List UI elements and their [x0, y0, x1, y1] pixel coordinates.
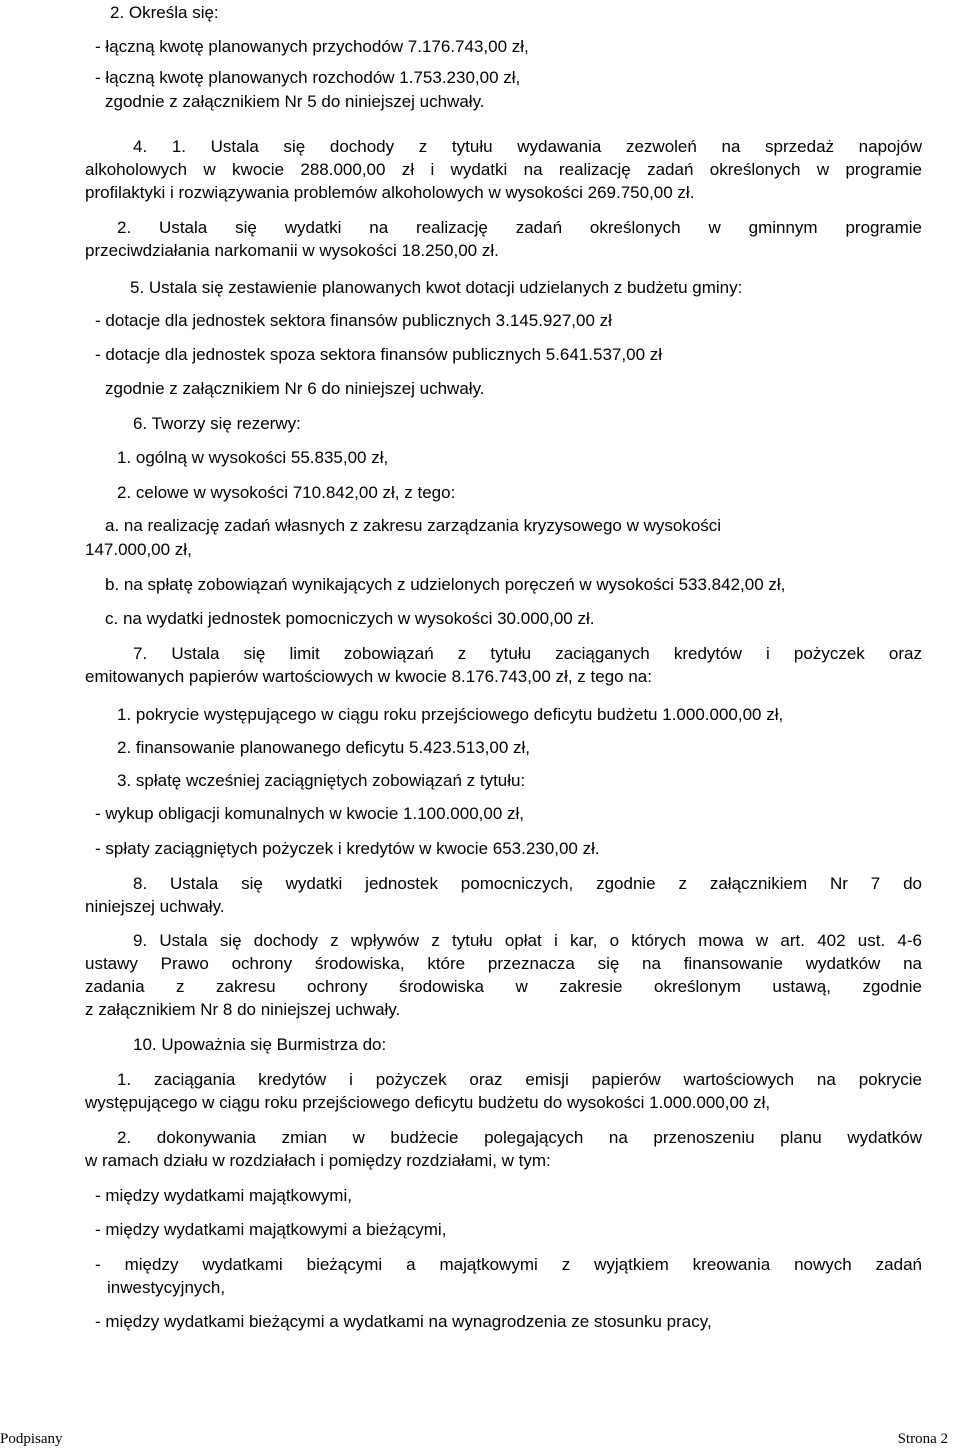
text-line: 3. spłatę wcześniej zaciągniętych zobowiązań z tytułu: — [117, 771, 526, 790]
footer-signed-label: Podpisany — [0, 1431, 63, 1447]
text-line: alkoholowych w kwocie 288.000,00 zł i wydatki na realizację zadań określonych w programie — [85, 160, 922, 179]
text-line: - dotacje dla jednostek sektora finansów publicznych 3.145.927,00 zł — [95, 311, 612, 330]
text-line: 2. Określa się: — [110, 3, 219, 22]
text-line: - dotacje dla jednostek spoza sektora finansów publicznych 5.641.537,00 zł — [95, 345, 663, 364]
text-line: z załącznikiem Nr 8 do niniejszej uchwały. — [85, 1000, 401, 1019]
text-line: ustawy Prawo ochrony środowiska, które przeznacza się na finansowanie wydatków na — [85, 954, 922, 973]
text-line: - łączną kwotę planowanych rozchodów 1.753.230,00 zł, — [95, 68, 521, 87]
text-line: - spłaty zaciągniętych pożyczek i kredytów w kwocie 653.230,00 zł. — [95, 839, 600, 858]
text-line: zadania z zakresu ochrony środowiska w zakresie określonym ustawą, zgodnie — [85, 977, 922, 996]
text-line: 2. celowe w wysokości 710.842,00 zł, z tego: — [117, 483, 456, 502]
text-line: a. na realizację zadań własnych z zakresu zarządzania kryzysowego w wysokości — [105, 516, 722, 535]
text-line: zgodnie z załącznikiem Nr 5 do niniejszej uchwały. — [105, 92, 485, 111]
text-line: 9. Ustala się dochody z wpływów z tytułu opłat i kar, o których mowa w art. 402 ust. 4-6 — [133, 931, 922, 950]
text-line: występującego w ciągu roku przejściowego deficytu budżetu do wysokości 1.000.000,00 zł, — [85, 1093, 771, 1112]
text-line: emitowanych papierów wartościowych w kwocie 8.176.743,00 zł, z tego na: — [85, 667, 652, 686]
text-line: 4. 1. Ustala się dochody z tytułu wydawania zezwoleń na sprzedaż napojów — [133, 137, 922, 156]
text-line: - między wydatkami majątkowymi, — [95, 1186, 352, 1205]
text-line: 7. Ustala się limit zobowiązań z tytułu zaciąganych kredytów i pożyczek oraz — [133, 644, 922, 663]
text-line: 2. finansowanie planowanego deficytu 5.423.513,00 zł, — [117, 738, 531, 757]
footer-page-number: Strona 2 — [897, 1431, 948, 1447]
text-line: 6. Tworzy się rezerwy: — [133, 414, 301, 433]
text-line: 5. Ustala się zestawienie planowanych kwot dotacji udzielanych z budżetu gminy: — [130, 278, 743, 297]
text-line: 1. zaciągania kredytów i pożyczek oraz emisji papierów wartościowych na pokrycie — [117, 1070, 922, 1089]
text-line: 2. dokonywania zmian w budżecie polegających na przenoszeniu planu wydatków — [117, 1128, 922, 1147]
text-line: - między wydatkami majątkowymi a bieżącymi, — [95, 1220, 447, 1239]
text-line: - wykup obligacji komunalnych w kwocie 1.100.000,00 zł, — [95, 804, 525, 823]
text-line: profilaktyki i rozwiązywania problemów alkoholowych w wysokości 269.750,00 zł. — [85, 183, 695, 202]
text-line: zgodnie z załącznikiem Nr 6 do niniejszej uchwały. — [105, 379, 485, 398]
text-line: 147.000,00 zł, — [85, 540, 192, 559]
text-line: 10. Upoważnia się Burmistrza do: — [133, 1035, 387, 1054]
text-line: w ramach działu w rozdziałach i pomiędzy rozdziałami, w tym: — [85, 1151, 551, 1170]
text-line: b. na spłatę zobowiązań wynikających z udzielonych poręczeń w wysokości 533.842,00 zł, — [105, 575, 786, 594]
text-line: 2. Ustala się wydatki na realizację zadań określonych w gminnym programie — [117, 218, 922, 237]
text-line: 1. ogólną w wysokości 55.835,00 zł, — [117, 448, 389, 467]
text-line: 1. pokrycie występującego w ciągu roku przejściowego deficytu budżetu 1.000.000,00 zł, — [117, 705, 784, 724]
text-line: c. na wydatki jednostek pomocniczych w wysokości 30.000,00 zł. — [105, 609, 595, 628]
text-line: niniejszej uchwały. — [85, 897, 225, 916]
text-line: 8. Ustala się wydatki jednostek pomocniczych, zgodnie z załącznikiem Nr 7 do — [133, 874, 922, 893]
text-line: - łączną kwotę planowanych przychodów 7.176.743,00 zł, — [95, 37, 529, 56]
text-line: przeciwdziałania narkomanii w wysokości 18.250,00 zł. — [85, 241, 499, 260]
text-line: - między wydatkami bieżącymi a wydatkami na wynagrodzenia ze stosunku pracy, — [95, 1312, 712, 1331]
text-line: - między wydatkami bieżącymi a majątkowymi z wyjątkiem kreowania nowych zadań — [95, 1255, 922, 1274]
text-line: inwestycyjnych, — [107, 1278, 226, 1297]
